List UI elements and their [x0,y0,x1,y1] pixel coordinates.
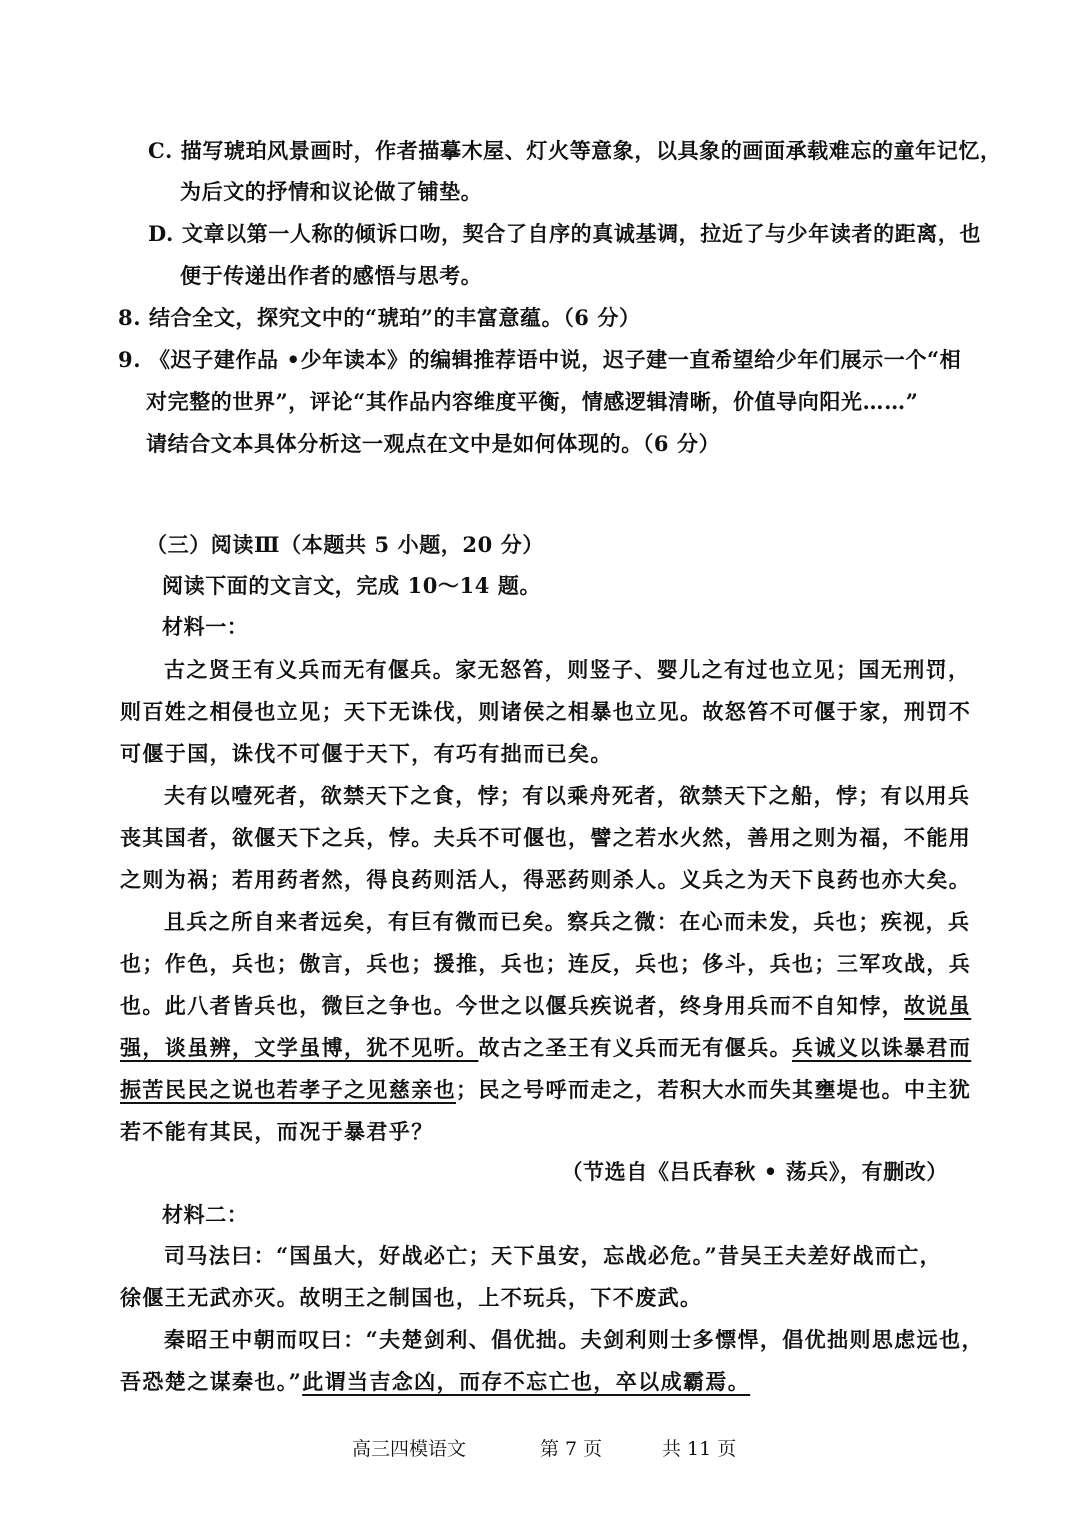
material-2-line: 秦昭王中朝而叹曰：“夫楚剑利、倡优拙。夫剑利则士多慓悍，倡优拙则思虑远也， [164,1327,984,1352]
plain-text: ；民之号呼而走之，若积大水而失其壅堤也。中主犹 [456,1077,972,1102]
question-9-line2: 对完整的世界”，评论“其作品内容维度平衡，情感逻辑清晰，价值导向阳光……” [146,389,919,414]
underlined-sentence: 兵诚义以诛暴君而 [792,1035,972,1060]
material-1-line: 则百姓之相侵也立见；天下无诛伐，则诸侯之相暴也立见。故怒笞不可偃于家，刑罚不 [120,699,972,724]
material-2-line: 徐偃王无武亦灭。故明王之制国也，上不玩兵，下不废武。 [120,1285,703,1310]
q7-option-c-line2: 为后文的抒情和议论做了铺垫。 [180,179,483,204]
q7-option-c-line1: C. 描写琥珀风景画时，作者描摹木屋、灯火等意象，以具象的画面承载难忘的童年记忆， [148,138,1002,163]
plain-text: 吾恐楚之谋秦也。” [120,1369,303,1394]
material-1-line: 也；作色，兵也；傲言，兵也；援推，兵也；连反，兵也；侈斗，兵也；三军攻战，兵 [120,951,972,976]
footer-page-number: 第 7 页 [540,1438,603,1460]
material-2-line: 司马法曰：“国虽大，好战必亡；天下虽安，忘战必危。”昔吴王夫差好战而亡， [164,1243,943,1268]
material-1-source: （节选自《吕氏春秋 • 荡兵》，有删改） [561,1159,948,1184]
material-1-line [120,991,971,1021]
material-1-line: 古之贤王有义兵而无有偃兵。家无怒笞，则竖子、婴儿之有过也立见；国无刑罚， [164,657,971,682]
underlined-sentence: 强，谈虽辨，文学虽博，犹不见听。 [120,1035,479,1060]
plain-text: 也。此八者皆兵也，微巨之争也。今世之以偃兵疾说者，终身用兵而不自知悖， [120,993,904,1018]
footer-total-pages: 共 11 页 [662,1438,737,1460]
material-2-label: 材料二： [162,1202,249,1227]
underlined-sentence: 故说虽 [904,993,972,1018]
section-heading: （三）阅读Ⅲ（本题共 5 小题，20 分） [146,532,544,557]
material-1-line: 可偃于国，诛伐不可偃于天下，有巧有拙而已矣。 [120,741,613,766]
underlined-sentence: 振苦民民之说也若孝子之见慈亲也 [120,1077,456,1102]
footer-exam-name: 高三四模语文 [352,1438,467,1460]
question-9-line1: 9. 《迟子建作品 •少年读本》的编辑推荐语中说，迟子建一直希望给少年们展示一个“相 [118,347,962,372]
material-2-line [120,1367,750,1397]
question-8: 8. 结合全文，探究文中的“琥珀”的丰富意蕴。（6 分） [118,305,641,330]
material-1-line [120,1075,971,1105]
q7-option-d-line2: 便于传递出作者的感悟与思考。 [180,263,483,288]
material-1-line: 夫有以噎死者，欲禁天下之食，悖；有以乘舟死者，欲禁天下之船，悖；有以用兵 [164,783,971,808]
material-1-line [120,1033,971,1063]
underlined-sentence: 此谓当吉念凶，而存不忘亡也，卒以成霸焉。 [302,1369,751,1394]
question-9-line3: 请结合文本具体分析这一观点在文中是如何体现的。（6 分） [146,431,721,456]
material-1-line: 之则为祸；若用药者然，得良药则活人，得恶药则杀人。义兵之为天下良药也亦大矣。 [120,867,972,892]
material-1-label: 材料一： [162,614,249,639]
reading-instruction: 阅读下面的文言文，完成 10～14 题。 [162,573,542,598]
plain-text: 故古之圣王有义兵而无有偃兵。 [478,1035,793,1060]
material-1-line: 且兵之所自来者远矣，有巨有微而已矣。察兵之微：在心而未发，兵也；疾视，兵 [164,909,971,934]
material-1-line: 若不能有其民，而况于暴君乎？ [120,1119,434,1144]
q7-option-d-line1: D. 文章以第一人称的倾诉口吻，契合了自序的真诚基调，拉近了与少年读者的距离，也 [148,221,982,246]
material-1-line: 丧其国者，欲偃天下之兵，悖。夫兵不可偃也，譬之若水火然，善用之则为福，不能用 [120,825,972,850]
